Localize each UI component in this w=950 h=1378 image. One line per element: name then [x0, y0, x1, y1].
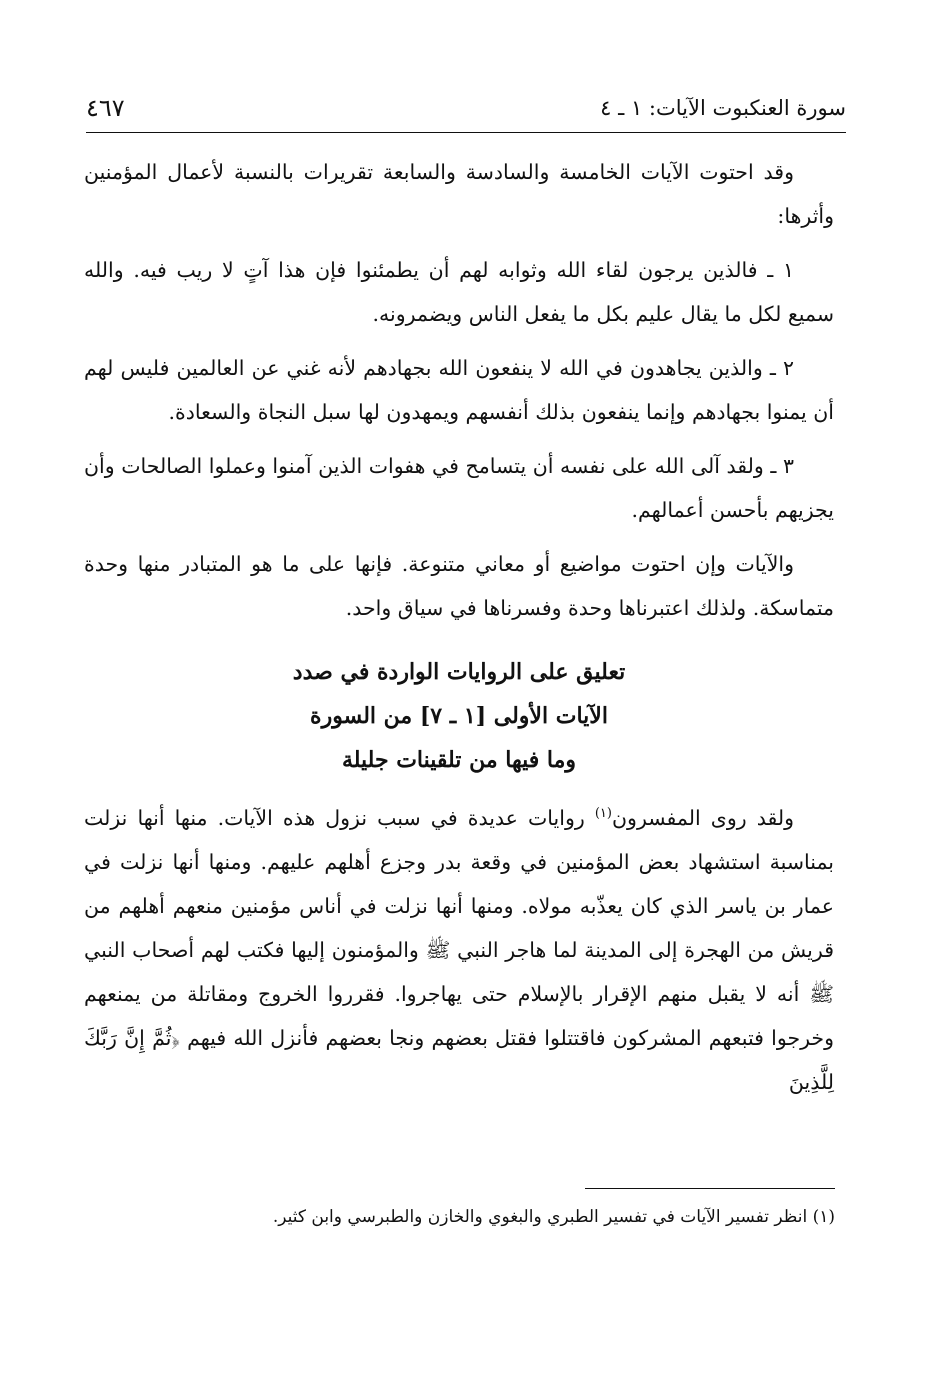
section-heading-line-1: تعليق على الروايات الواردة في صدد [292, 659, 626, 685]
paragraph-narrations [84, 796, 834, 1104]
narrations-text-start: ولقد روى المفسرون [611, 806, 794, 830]
paragraph-point-2: ٢ ـ والذين يجاهدون في الله لا ينفعون الله بجهادهم لأنه غني عن العالمين فليس لهم أن يمنوا بجهادهم وإنما ينفعون بذلك أنفسهم ويمهدون لها سبل النجاة والسعادة. [84, 356, 834, 424]
page-header [86, 92, 846, 133]
page-body [84, 150, 834, 1114]
section-heading-line-2: الآيات الأولى [١ ـ ٧] من السورة [310, 703, 608, 729]
footnote-reference: (١) [594, 806, 612, 822]
page-number: ٤٦٧ [86, 94, 125, 122]
footnote: (١) انظر تفسير الآيات في تفسير الطبري والبغوي والخازن والطبرسي وابن كثير. [272, 1207, 835, 1227]
section-heading [84, 650, 834, 782]
paragraph-summary: والآيات وإن احتوت مواضيع أو معاني متنوعة. فإنها على ما هو المتبادر منها وحدة متماسكة. ولذلك اعتبرناها وحدة وفسرناها في سياق واحد. [84, 552, 834, 620]
narrations-text-rest: روايات عديدة في سبب نزول هذه الآيات. منها أنها نزلت بمناسبة استشهاد بعض المؤمنين في وقعة بدر وجزع أهلهم عليهم. ومنها أنها نزلت في عمار بن ياسر الذي كان يعذّبه مولاه. ومنها أنها نزلت في أناس مؤمنين منعهم أهلهم من قريش من الهجرة إلى المدينة لما هاجر النبي ﷺ والمؤمنون إليها فكتب لهم أصحاب النبي ﷺ أنه لا يقبل منهم الإقرار بالإسلام حتى يهاجروا. فقرروا الخروج ومقاتلة من يمنعهم وخرجوا فتبعهم المشركون فاقتتلوا فقتل بعضهم ونجا بعضهم فأنزل الله فيهم ﴿ثُمَّ إِنَّ رَبَّكَ لِلَّذِينَ [84, 806, 834, 1094]
paragraph-intro: وقد احتوت الآيات الخامسة والسادسة والسابعة تقريرات بالنسبة لأعمال المؤمنين وأثرها: [84, 160, 834, 228]
footnote-divider [585, 1188, 835, 1189]
paragraph-point-3: ٣ ـ ولقد آلى الله على نفسه أن يتسامح في هفوات الذين آمنوا وعملوا الصالحات وأن يجزيهم بأحسن أعمالهم. [84, 454, 834, 522]
paragraph-point-1: ١ ـ فالذين يرجون لقاء الله وثوابه لهم أن يطمئنوا فإن هذا آتٍ لا ريب فيه. والله سميع لكل ما يقال عليم بكل ما يفعل الناس ويضمرونه. [84, 258, 834, 326]
section-heading-line-3: وما فيها من تلقينات جليلة [341, 747, 577, 773]
running-title: سورة العنكبوت الآيات: ١ ـ ٤ [600, 96, 846, 120]
